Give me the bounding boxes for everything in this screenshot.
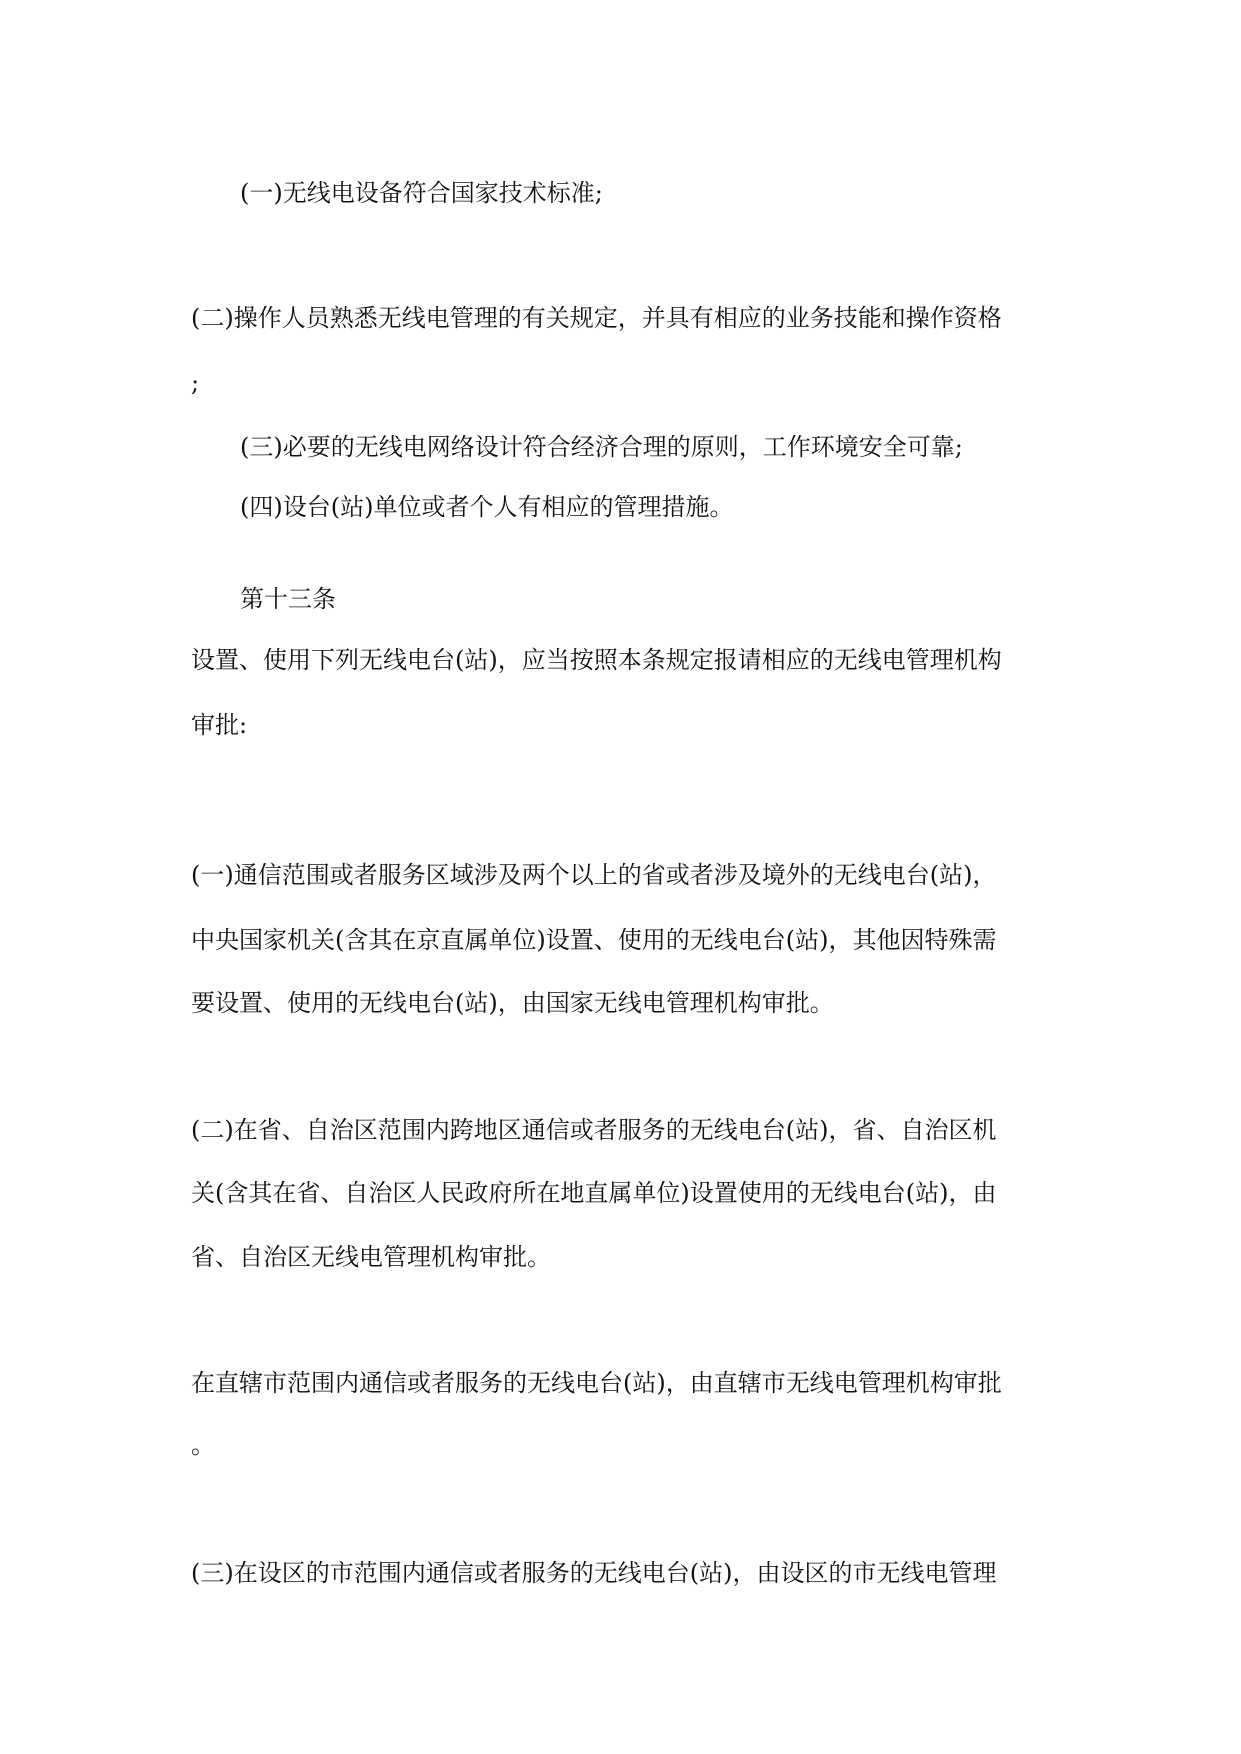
text-line: 要设置、使用的无线电台(站)，由国家无线电管理机构审批。	[191, 989, 834, 1017]
text-line: (一)通信范围或者服务区域涉及两个以上的省或者涉及境外的无线电台(站)，	[191, 861, 997, 889]
text-line: 关(含其在省、自治区人民政府所在地直属单位)设置使用的无线电台(站)，由	[191, 1179, 997, 1207]
text-line: (三)在设区的市范围内通信或者服务的无线电台(站)，由设区的市无线电管理	[191, 1559, 997, 1587]
text-line: ;	[191, 369, 200, 397]
text-line: (四)设台(站)单位或者个人有相应的管理措施。	[240, 493, 734, 521]
text-line: (二)操作人员熟悉无线电管理的有关规定，并具有相应的业务技能和操作资格	[191, 304, 1002, 332]
text-line: 中央国家机关(含其在京直属单位)设置、使用的无线电台(站)，其他因特殊需	[191, 926, 997, 954]
text-line: 审批:	[191, 711, 248, 739]
text-line: 。	[191, 1431, 215, 1459]
text-line: 在直辖市范围内通信或者服务的无线电台(站)，由直辖市无线电管理机构审批	[191, 1369, 1002, 1397]
article-heading: 第十三条	[240, 585, 336, 613]
text-line: 设置、使用下列无线电台(站)，应当按照本条规定报请相应的无线电管理机构	[191, 646, 1002, 674]
text-line: (一)无线电设备符合国家技术标准;	[240, 179, 603, 207]
text-line: (二)在省、自治区范围内跨地区通信或者服务的无线电台(站)，省、自治区机	[191, 1116, 997, 1144]
text-line: (三)必要的无线电网络设计符合经济合理的原则，工作环境安全可靠;	[240, 433, 963, 461]
text-line: 省、自治区无线电管理机构审批。	[191, 1243, 551, 1271]
